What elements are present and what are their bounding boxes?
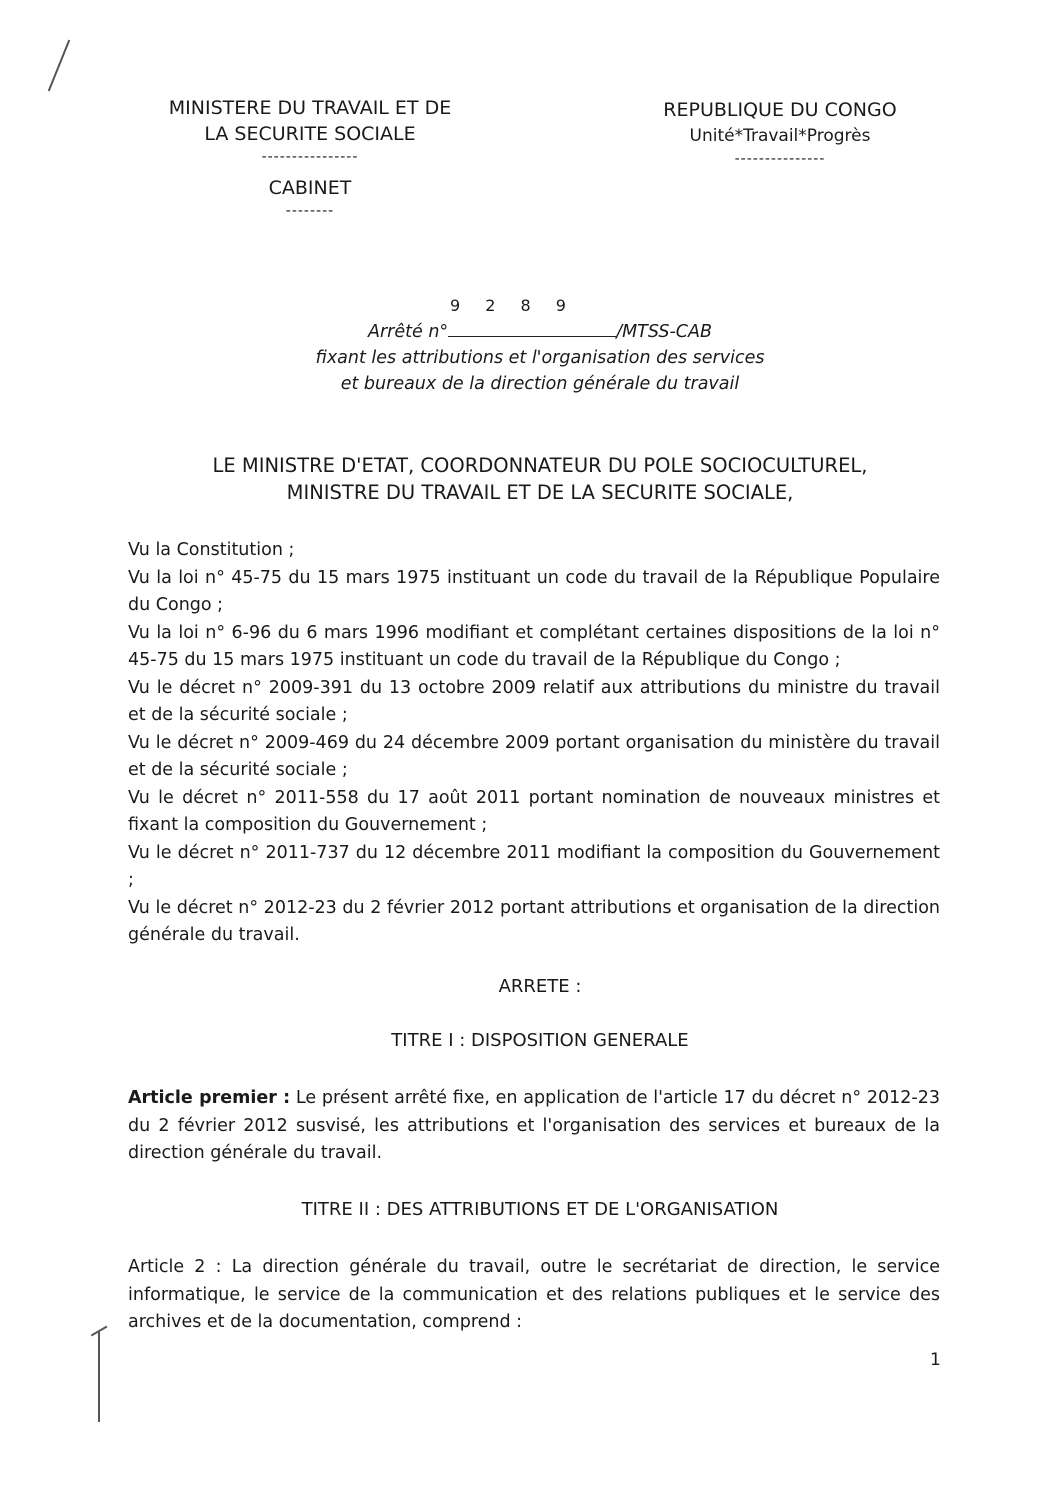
article-2-label: Article 2 : [128, 1257, 222, 1277]
ministry-header [120, 95, 500, 167]
ministry-line-1: MINISTERE DU TRAVAIL ET DE [168, 97, 452, 119]
republic-name: REPUBLIQUE DU CONGO [663, 99, 897, 121]
page-number: 1 [930, 1350, 941, 1370]
ministry-line-2: LA SECURITE SOCIALE [204, 123, 416, 145]
arrete-label: Arrêté n° [368, 322, 449, 342]
scan-mark [48, 40, 70, 92]
republic-divider: --------------- [734, 151, 826, 167]
arrete-reference [240, 318, 840, 345]
arrete-number: 9 2 8 9 [450, 296, 576, 315]
consideration-item: Vu la Constitution ; [128, 540, 295, 560]
article-2 [128, 1254, 940, 1337]
cabinet-header [220, 175, 400, 221]
arrete-title-block [240, 318, 840, 397]
consideration-item: Vu le décret n° 2012-23 du 2 février 2012 portant attributions et organisation de la direction générale du travail. [128, 897, 940, 945]
scan-mark [98, 1332, 100, 1422]
arrete-subject-line-1: fixant les attributions et l'organisation des services [315, 348, 765, 368]
minister-line-1: LE MINISTRE D'ETAT, COORDONNATEUR DU POLE SOCIOCULTUREL, [212, 454, 868, 477]
titre-1-heading: TITRE I : DISPOSITION GENERALE [391, 1030, 689, 1051]
arrete-subject-line-2: et bureaux de la direction générale du travail [340, 374, 740, 394]
article-premier-label: Article premier : [128, 1088, 291, 1108]
arrete-heading: ARRETE : [498, 976, 582, 997]
consideration-item: Vu le décret n° 2011-737 du 12 décembre 2011 modifiant la composition du Gouvernement ; [128, 842, 940, 890]
consideration-item: Vu la loi n° 6-96 du 6 mars 1996 modifiant et complétant certaines dispositions de la loi n° 45-75 du 15 mars 1975 instituant un code du travail de la République du Congo ; [128, 622, 940, 670]
arrete-number-blank [448, 318, 616, 337]
titre-2-heading: TITRE II : DES ATTRIBUTIONS ET DE L'ORGANISATION [301, 1199, 779, 1220]
consideration-item: Vu la loi n° 45-75 du 15 mars 1975 instituant un code du travail de la République Populaire du Congo ; [128, 567, 940, 615]
republic-motto: Unité*Travail*Progrès [689, 126, 871, 146]
minister-line-2: MINISTRE DU TRAVAIL ET DE LA SECURITE SOCIALE, [286, 481, 794, 504]
arrete-suffix: /MTSS-CAB [616, 322, 712, 342]
considerations-list [128, 537, 940, 950]
article-2-text: La direction générale du travail, outre le secrétariat de direction, le service informatique, le service de la communication et des relations publiques et le service des archives et de la documentation, comprend : [128, 1257, 940, 1332]
consideration-item: Vu le décret n° 2009-391 du 13 octobre 2009 relatif aux attributions du ministre du travail et de la sécurité sociale ; [128, 677, 940, 725]
cabinet-label: CABINET [268, 177, 352, 199]
article-premier [128, 1085, 940, 1168]
republic-header [630, 97, 930, 169]
consideration-item: Vu le décret n° 2009-469 du 24 décembre 2009 portant organisation du ministère du travail et de la sécurité sociale ; [128, 732, 940, 780]
consideration-item: Vu le décret n° 2011-558 du 17 août 2011 portant nomination de nouveaux ministres et fixant la composition du Gouvernement ; [128, 787, 940, 835]
cabinet-divider: -------- [285, 203, 335, 219]
minister-heading [120, 452, 960, 506]
article-premier-text: Le présent arrêté fixe, en application de l'article 17 du décret n° 2012-23 du 2 février 2012 susvisé, les attributions et l'organisation des services et bureaux de la direction générale du travail. [128, 1088, 940, 1163]
ministry-divider: ---------------- [261, 149, 359, 165]
